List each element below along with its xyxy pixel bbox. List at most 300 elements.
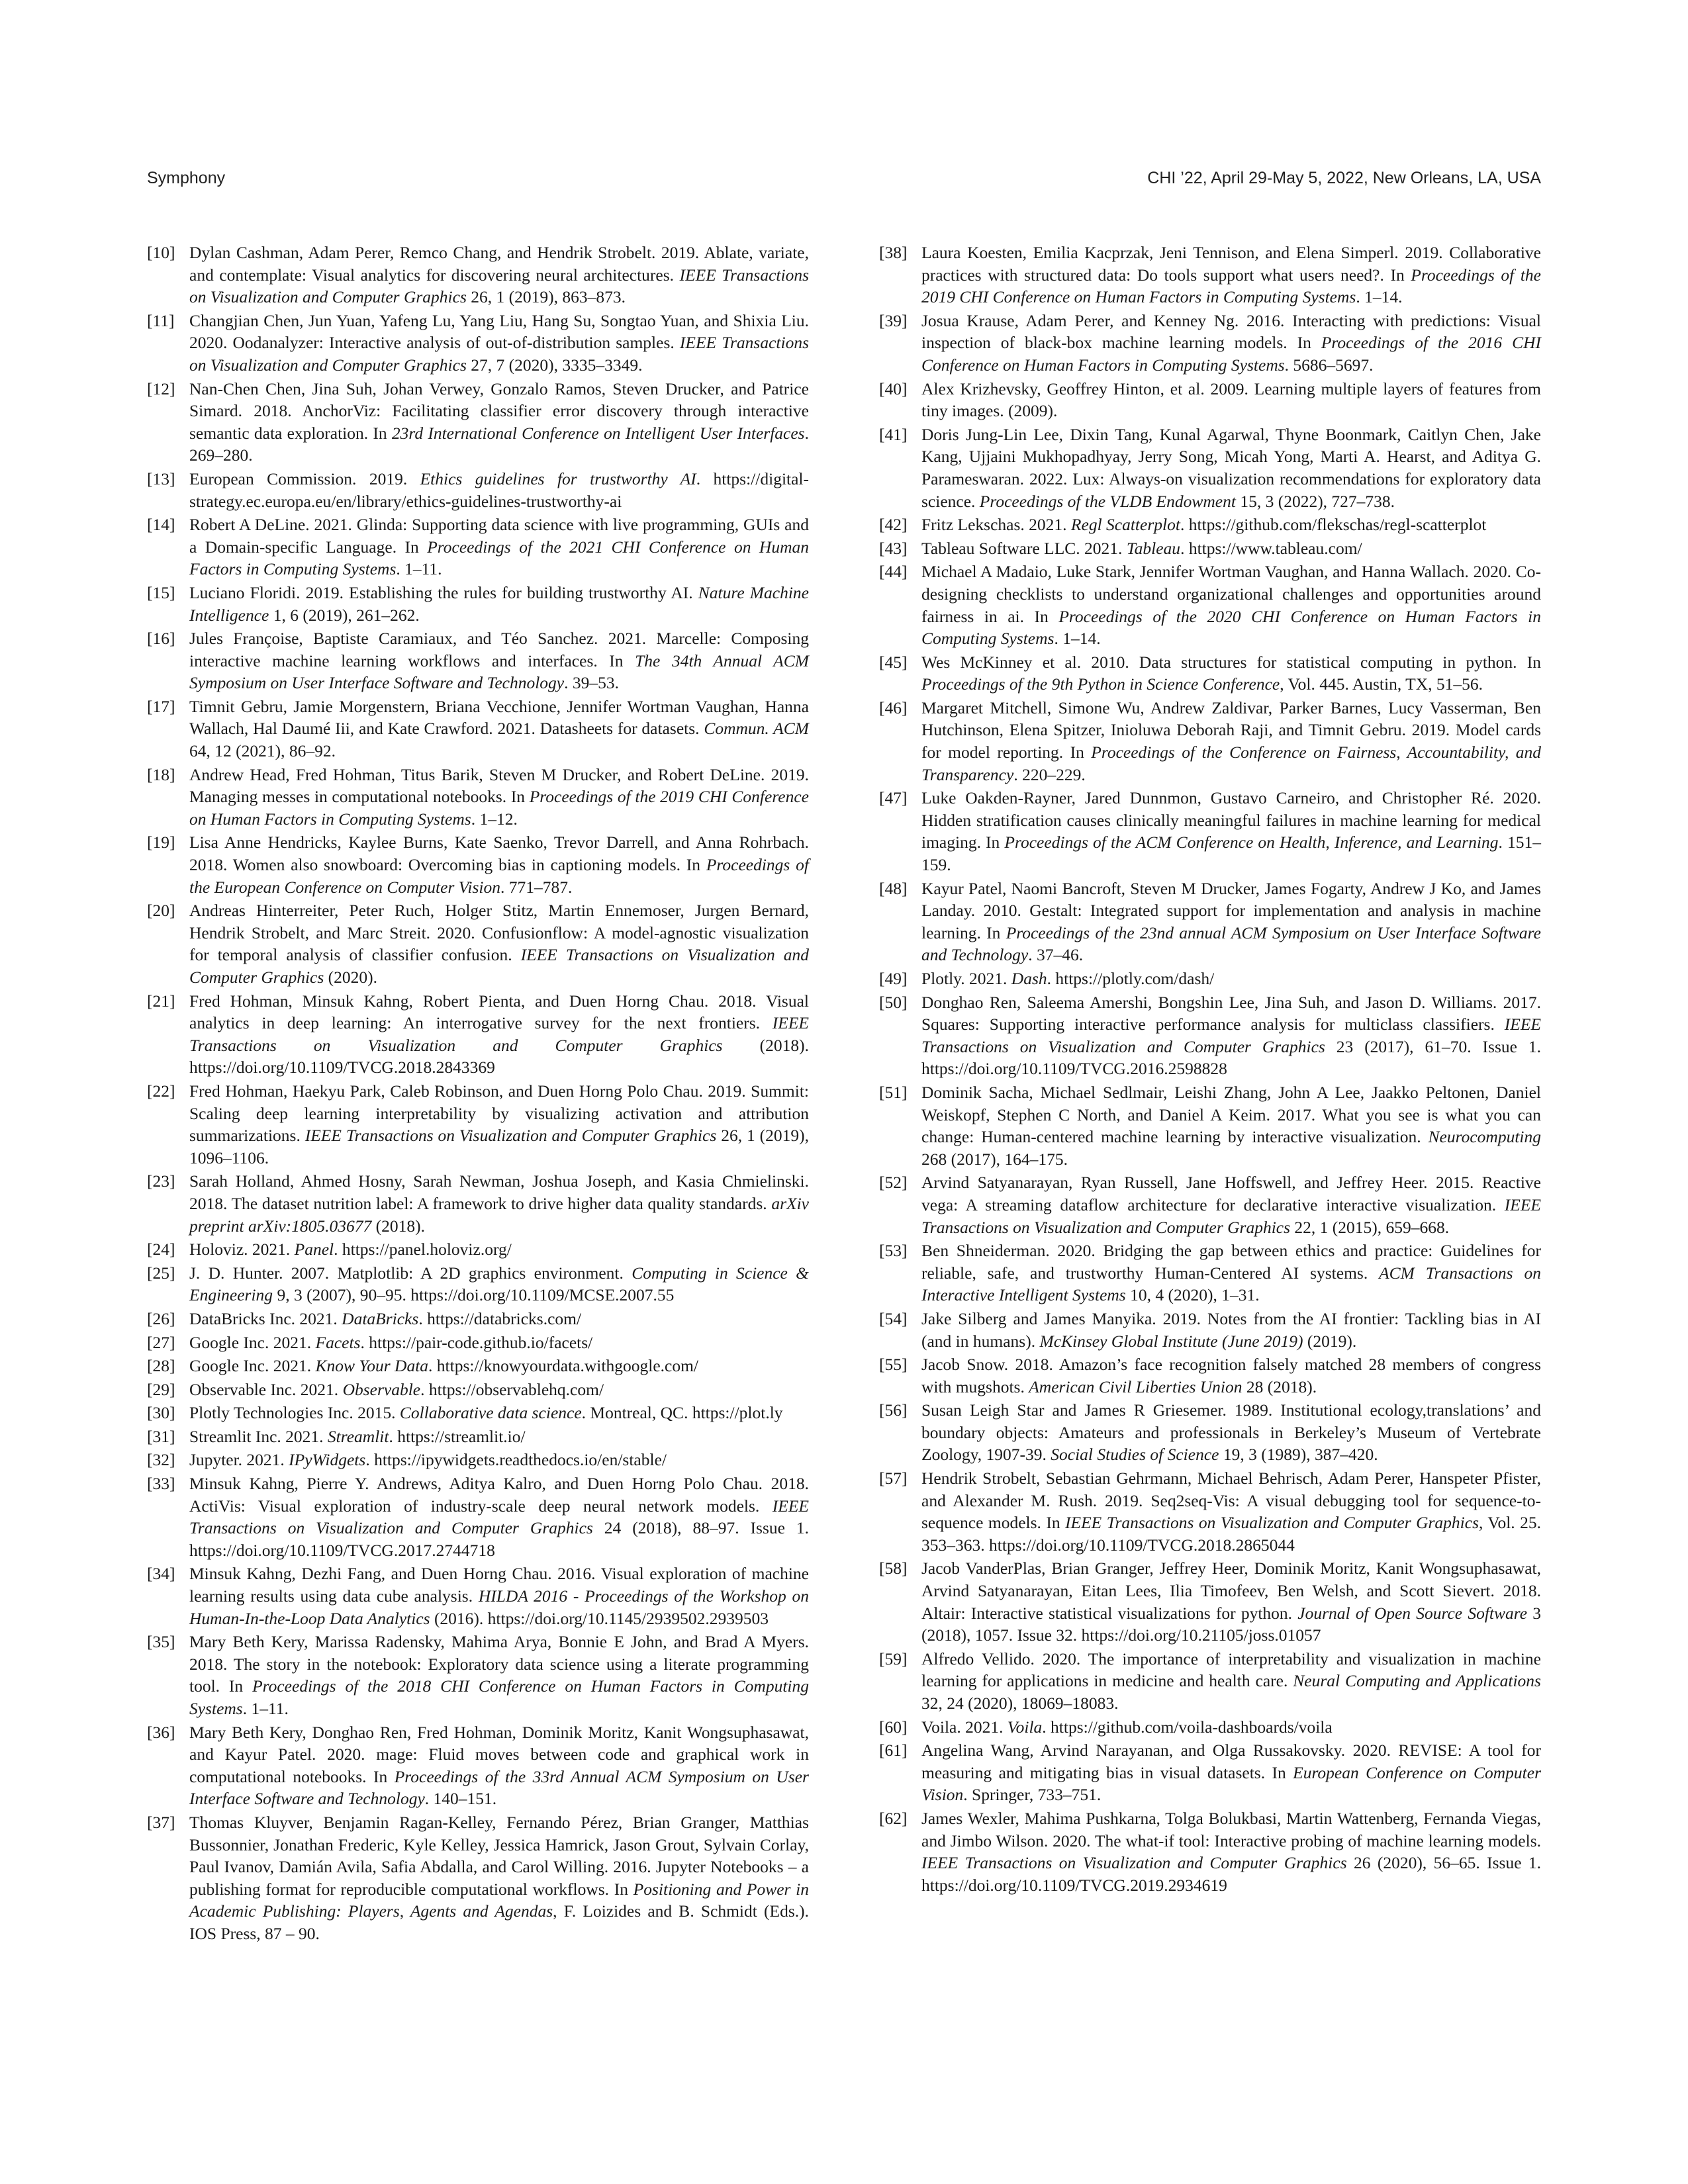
reference-text [921,561,1541,649]
reference-authors-title: Dylan Cashman, Adam Perer, Remco Chang, and Hendrik Strobelt. 2019. Ablate, variate, and contemplate: Visual analytics for discovering neural architectures. [189,243,809,285]
reference-entry [147,1170,809,1237]
reference-authors-title: Arvind Satyanarayan, Ryan Russell, Jane Hoffswell, and Jeffrey Heer. 2015. Reactive vega: A streaming dataflow architecture for declarative interactive visualization. [921,1173,1541,1214]
reference-text [189,1170,809,1237]
reference-text [189,378,809,467]
reference-text [921,1716,1541,1739]
reference-number: [31] [147,1426,175,1446]
reference-authors-title: Hendrik Strobelt, Sebastian Gehrmann, Michael Behrisch, Adam Perer, Hanspeter Pfister, and Alexander M. Rush. 2019. Seq2seq-Vis: A visual debugging tool for sequence-to-sequence models. In [921,1469,1541,1533]
reference-venue: Tableau [1126,538,1181,558]
reference-text [189,1402,809,1424]
reference-authors-title: Laura Koesten, Emilia Kacprzak, Jeni Tennison, and Elena Simperl. 2019. Collaborative practices with structured data: Do tools support what users need?. In [921,243,1541,285]
reference-text [921,1739,1541,1806]
reference-entry [879,1240,1541,1306]
reference-number: [21] [147,991,175,1011]
reference-details: , Vol. 25. 353–363. https://doi.org/10.1109/TVCG.2018.2865044 [921,1513,1541,1555]
reference-number: [11] [147,310,175,330]
reference-details: 10, 4 (2020), 1–31. [1125,1285,1260,1305]
reference-venue: Dash [1011,969,1047,988]
reference-authors-title: Fritz Lekschas. 2021. [921,515,1071,535]
reference-number: [20] [147,901,175,921]
reference-authors-title: Observable Inc. 2021. [189,1379,343,1399]
reference-number: [17] [147,696,175,716]
reference-entry [147,1355,809,1377]
reference-authors-title: Doris Jung-Lin Lee, Dixin Tang, Kunal Agarwal, Thyne Boonmark, Caitlyn Chen, Jake Kang, Ujjaini Mukhopadhyay, Jerry Song, Micah Yong, Marti A. Hearst, and Aditya G. Parameswaran. 2022. Lux: Always-on visualization recommendations for exploratory data science. [921,424,1541,511]
reference-authors-title: DataBricks Inc. 2021. [189,1308,342,1328]
reference-entry [879,651,1541,696]
reference-venue: ACM Transactions on Interactive Intelligent Systems [921,1263,1541,1305]
reference-authors-title: Andreas Hinterreiter, Peter Ruch, Holger Stitz, Martin Ennemoser, Jurgen Bernard, Hendrik Strobelt, and Marc Streit. 2020. Confusionflow: A model-agnostic visualization for temporal analysis of classifier confusion. [189,901,809,965]
reference-details: (2018). [371,1216,426,1236]
reference-entry [147,1449,809,1471]
reference-number: [37] [147,1812,175,1832]
header-conference: CHI ’22, April 29-May 5, 2022, New Orleans, LA, USA [1147,169,1541,187]
reference-venue: Proceedings of the Conference on Fairness, Accountability, and Transparency [921,743,1542,784]
reference-entry [147,764,809,831]
reference-details: , F. Loizides and B. Schmidt (Eds.). IOS Press, 87 – 90. [189,1901,809,1943]
reference-text [189,1426,809,1448]
reference-details: . https://pair-code.github.io/facets/ [360,1332,593,1352]
reference-venue: IEEE Transactions on Visualization and Computer Graphics [189,265,809,307]
reference-text [921,378,1541,422]
reference-venue: Ethics guidelines for trustworthy AI [420,469,696,488]
reference-text [189,310,809,377]
reference-authors-title: Andrew Head, Fred Hohman, Titus Barik, Steven M Drucker, and Robert DeLine. 2019. Managing messes in computational notebooks. In [189,764,809,807]
reference-number: [18] [147,764,175,784]
reference-number: [53] [879,1241,908,1261]
reference-details: . 1–12. [471,809,518,829]
reference-venue: McKinsey Global Institute (June 2019) [1039,1331,1303,1351]
reference-text [189,1355,809,1377]
reference-authors-title: Timnit Gebru, Jamie Morgenstern, Briana Vecchione, Jennifer Wortman Vaughan, Hanna Wallach, Hal Daumé Iii, and Kate Crawford. 2021. Datasheets for datasets. [189,696,809,739]
reference-entry [879,787,1541,876]
reference-text [189,764,809,831]
reference-details: 64, 12 (2021), 86–92. [189,741,336,761]
reference-entry [147,1402,809,1424]
reference-details: . 1–11. [396,559,442,579]
reference-text [189,1631,809,1719]
reference-number: [34] [147,1564,175,1584]
reference-entry [879,968,1541,990]
reference-details: 22, 1 (2015), 659–668. [1290,1217,1450,1237]
reference-details: 27, 7 (2020), 3335–3349. [466,355,643,375]
reference-details: (2020). [324,968,378,987]
reference-number: [25] [147,1263,175,1283]
reference-text [189,514,809,580]
reference-details: . 5686–5697. [1284,355,1374,375]
reference-entry [879,1467,1541,1556]
reference-authors-title: Luciano Floridi. 2019. Establishing the rules for building trustworthy AI. [189,582,698,602]
reference-text [921,1557,1541,1646]
reference-authors-title: Fred Hohman, Haekyu Park, Caleb Robinson, and Duen Horng Polo Chau. 2019. Summit: Scaling deep learning interpretability by visualizing activation and attribution summarizations. [189,1081,809,1146]
reference-authors-title: Jules Françoise, Baptiste Caramiaux, and Téo Sanchez. 2021. Marcelle: Composing interactive machine learning workflows and interfaces. In [189,629,809,670]
reference-authors-title: European Commission. 2019. [189,469,420,488]
reference-text [189,899,809,988]
reference-text [921,697,1541,786]
reference-text [189,1332,809,1354]
reference-number: [27] [147,1332,175,1352]
reference-venue: European Conference on Computer Vision [921,1762,1541,1805]
reference-venue: Proceedings of the VLDB Endowment [979,491,1236,511]
reference-authors-title: Streamlit Inc. 2021. [189,1426,328,1446]
reference-venue: The 34th Annual ACM Symposium on User Interface Software and Technology [189,651,809,693]
reference-entry [147,1811,809,1945]
reference-details: 32, 24 (2020), 18069–18083. [921,1694,1119,1713]
reference-number: [55] [879,1355,908,1375]
reference-authors-title: Dominik Sacha, Michael Sedlmair, Leishi Zhang, John A Lee, Jaakko Peltonen, Daniel Weiskopf, Stephen C North, and Daniel A Keim. 2017. What you see is what you can change: Human-centered machine learning by interactive visualization. [921,1082,1541,1147]
reference-number: [40] [879,379,908,398]
reference-venue: Proceedings of the 2019 CHI Conference on Human Factors in Computing Systems [189,787,809,829]
reference-authors-title: Google Inc. 2021. [189,1356,316,1376]
reference-number: [13] [147,469,175,488]
reference-details: . 1–11. [242,1699,289,1718]
reference-text [189,696,809,762]
reference-details: . https://streamlit.io/ [389,1426,526,1446]
references-column-left [147,242,809,1946]
reference-venue: Proceedings of the 9th Python in Science Conference [921,674,1280,694]
reference-entry [879,991,1541,1080]
reference-entry [147,627,809,694]
reference-number: [26] [147,1308,175,1328]
reference-authors-title: Angelina Wang, Arvind Narayanan, and Olga Russakovsky. 2020. REVISE: A tool for measuring and mitigating bias in visual datasets. In [921,1741,1541,1782]
reference-entry [879,1353,1541,1398]
reference-authors-title: Susan Leigh Star and James R Griesemer. 1989. Institutional ecology,translations’ and boundary objects: Amateurs and professionals in Berkeley’s Museum of Vertebrate Zoology, 1907-39. [921,1400,1541,1465]
reference-authors-title: Margaret Mitchell, Simone Wu, Andrew Zaldivar, Parker Barnes, Lucy Vasserman, Ben Hutchinson, Elena Spitzer, Inioluwa Deborah Raji, and Timnit Gebru. 2019. Model cards for model reporting. In [921,698,1541,762]
reference-number: [14] [147,515,175,535]
reference-entry [879,1399,1541,1466]
reference-authors-title: Jake Silberg and James Manyika. 2019. Notes from the AI frontier: Tackling bias in AI (and in humans). [921,1308,1541,1351]
reference-text [189,1262,809,1306]
reference-authors-title: Kayur Patel, Naomi Bancroft, Steven M Drucker, James Fogarty, Andrew J Ko, and James Landay. 2010. Gestalt: Integrated support for implementation and analysis in machine learning. In [921,878,1541,942]
reference-details: . 269–280. [189,423,809,465]
reference-authors-title: Minsuk Kahng, Dezhi Fang, and Duen Horng Chau. 2016. Visual exploration of machine learning results using data cube analysis. [189,1564,809,1606]
reference-entry [147,1721,809,1810]
reference-authors-title: Luke Oakden-Rayner, Jared Dunnmon, Gustavo Carneiro, and Christopher Ré. 2020. Hidden stratification causes clinically meaningful failures in machine learning for medical imaging. In [921,788,1541,852]
reference-details: . https://digital-strategy.ec.europa.eu/en/library/ethics-guidelines-trustworthy-ai [189,469,810,511]
reference-details: . Springer, 733–751. [963,1785,1102,1805]
reference-details: . https://knowyourdata.withgoogle.com/ [428,1356,698,1376]
reference-details: 28 (2018). [1242,1377,1317,1396]
reference-entry [879,1648,1541,1715]
reference-authors-title: Fred Hohman, Minsuk Kahng, Robert Pienta, and Duen Horng Chau. 2018. Visual analytics in deep learning: An interrogative survey for the next frontiers. [189,991,809,1033]
reference-details: , Vol. 445. Austin, TX, 51–56. [1280,674,1483,694]
reference-details: . https://github.com/flekschas/regl-scatterplot [1180,515,1487,535]
reference-entry [147,1563,809,1629]
reference-venue: Know Your Data [315,1356,429,1376]
reference-number: [52] [879,1173,908,1193]
reference-authors-title: Robert A DeLine. 2021. Glinda: Supporting data science with live programming, GUIs and a Domain-specific Language. In [189,515,809,557]
reference-authors-title: Holoviz. 2021. [189,1240,295,1259]
reference-text [189,242,809,308]
reference-text [921,1308,1541,1352]
reference-entry [879,310,1541,377]
reference-entry [879,1308,1541,1352]
reference-entry [879,697,1541,786]
reference-entry [147,1631,809,1719]
reference-number: [10] [147,243,175,262]
reference-venue: IPyWidgets [289,1450,366,1470]
reference-number: [60] [879,1717,908,1737]
reference-text [189,1080,809,1169]
reference-text [921,1807,1541,1896]
reference-venue: Commun. ACM [704,719,809,739]
reference-number: [62] [879,1808,908,1828]
reference-venue: Journal of Open Source Software [1297,1603,1528,1623]
reference-venue: Facets [315,1332,361,1352]
reference-text [921,1353,1541,1398]
reference-details: . 1–14. [1356,287,1403,307]
reference-number: [15] [147,582,175,602]
reference-details: . https://plotly.com/dash/ [1047,969,1215,988]
reference-entry [147,1332,809,1354]
reference-text [921,1171,1541,1238]
reference-venue: Regl Scatterplot [1070,515,1180,535]
reference-venue: IEEE Transactions on Visualization and Computer Graphics [189,333,809,375]
reference-venue: 23rd International Conference on Intelligent User Interfaces [391,423,805,443]
reference-details: 268 (2017), 164–175. [921,1149,1068,1169]
reference-text [921,1240,1541,1306]
reference-number: [51] [879,1082,908,1102]
reference-text [189,1721,809,1810]
reference-entry [147,696,809,762]
reference-entry [879,1716,1541,1739]
reference-text [921,514,1541,536]
reference-entry [147,1426,809,1448]
reference-entry [147,1379,809,1401]
reference-entry [147,831,809,898]
reference-venue: IEEE Transactions on Visualization and Computer Graphics [1065,1513,1479,1533]
reference-authors-title: Josua Krause, Adam Perer, and Kenney Ng. 2016. Interacting with predictions: Visual inspection of black-box machine learning models. In [921,310,1541,353]
reference-text [189,1473,809,1561]
reference-entry [879,1739,1541,1806]
reference-venue: IEEE Transactions on Visualization and Computer Graphics [189,1496,809,1538]
reference-venue: IEEE Transactions on Visualization and Computer Graphics [921,1195,1541,1237]
reference-authors-title: Google Inc. 2021. [189,1332,316,1352]
reference-details: 3 (2018), 1057. Issue 32. https://doi.org/10.21105/joss.01057 [921,1603,1542,1645]
reference-details: . 39–53. [564,673,620,693]
reference-venue: Observable [342,1379,421,1399]
reference-authors-title: Plotly Technologies Inc. 2015. [189,1403,400,1423]
reference-entry [879,1171,1541,1238]
reference-venue: IEEE Transactions on Visualization and Computer Graphics [921,1853,1347,1873]
reference-venue: HILDA 2016 - Proceedings of the Workshop on Human-In-the-Loop Data Analytics [189,1586,809,1628]
reference-text [189,582,809,626]
reference-authors-title: J. D. Hunter. 2007. Matplotlib: A 2D graphics environment. [189,1263,632,1283]
reference-text [921,1648,1541,1715]
reference-venue: IEEE Transactions on Visualization and Computer Graphics [189,1013,809,1055]
reference-details: 15, 3 (2022), 727–738. [1235,491,1395,511]
reference-number: [23] [147,1171,175,1191]
reference-venue: Collaborative data science [399,1403,582,1423]
reference-number: [24] [147,1240,175,1259]
reference-text [921,787,1541,876]
reference-details: (2018). https://doi.org/10.1109/TVCG.2018.2843369 [189,1035,810,1077]
reference-text [189,627,809,694]
reference-text [189,1563,809,1629]
reference-text [921,310,1541,377]
reference-details: . 771–787. [500,877,573,897]
reference-entry [147,242,809,308]
reference-text [189,468,809,512]
reference-authors-title: James Wexler, Mahima Pushkarna, Tolga Bolukbasi, Martin Wattenberg, Fernanda Viegas, and Jimbo Wilson. 2020. The what-if tool: Interactive probing of machine learning models. [921,1808,1541,1850]
reference-venue: Computing in Science & Engineering [189,1263,810,1305]
reference-details: . 140–151. [424,1789,497,1809]
reference-entry [147,468,809,512]
reference-authors-title: Wes McKinney et al. 2010. Data structures for statistical computing in python. In [921,652,1541,672]
reference-venue: Panel [294,1240,334,1259]
reference-number: [50] [879,992,908,1012]
reference-venue: IEEE Transactions on Visualization and Computer Graphics [921,1015,1541,1056]
reference-entry [147,1262,809,1306]
reference-details: 9, 3 (2007), 90–95. https://doi.org/10.1109/MCSE.2007.55 [273,1285,675,1305]
reference-number: [57] [879,1469,908,1488]
reference-entry [879,1807,1541,1896]
reference-venue: American Civil Liberties Union [1029,1377,1243,1396]
reference-text [189,1238,809,1261]
reference-authors-title: Minsuk Kahng, Pierre Y. Andrews, Aditya Kalro, and Duen Horng Polo Chau. 2018. ActiVis: Visual exploration of industry-scale deep neural network models. [189,1474,809,1516]
reference-authors-title: Michael A Madaio, Luke Stark, Jennifer Wortman Vaughan, and Hanna Wallach. 2020. Co-designing checklists to understand organizational challenges and opportunities around fairness in ai. In [921,562,1541,626]
reference-entry [147,1238,809,1261]
reference-number: [38] [879,243,908,262]
reference-number: [59] [879,1649,908,1668]
reference-entry [147,1080,809,1169]
references-column-right [879,242,1541,1897]
reference-number: [46] [879,698,908,717]
reference-number: [33] [147,1474,175,1494]
reference-entry [147,1308,809,1330]
reference-text [921,991,1541,1080]
reference-number: [42] [879,515,908,535]
reference-number: [48] [879,878,908,898]
reference-entry [147,582,809,626]
reference-text [921,878,1541,966]
reference-text [921,242,1541,308]
reference-entry [879,537,1541,560]
reference-details: (2019). [1303,1331,1357,1351]
reference-entry [879,378,1541,422]
reference-number: [22] [147,1081,175,1101]
reference-details: 23 (2017), 61–70. Issue 1. https://doi.org/10.1109/TVCG.2016.2598828 [921,1036,1542,1079]
reference-venue: Proceedings of the 2016 CHI Conference on Human Factors in Computing Systems [921,333,1541,375]
reference-venue: Voila [1007,1717,1043,1737]
reference-details: . 151–159. [921,833,1542,875]
reference-details: 19, 3 (1989), 387–420. [1219,1445,1378,1465]
reference-entry [147,310,809,377]
reference-number: [35] [147,1632,175,1652]
reference-venue: Nature Machine Intelligence [189,582,809,625]
reference-entry [147,514,809,580]
reference-entry [147,899,809,988]
reference-venue: IEEE Transactions on Visualization and Computer Graphics [189,945,809,987]
reference-text [189,1811,809,1945]
reference-number: [16] [147,629,175,649]
reference-text [189,831,809,898]
reference-details: . 220–229. [1013,764,1086,784]
reference-text [921,968,1541,990]
reference-details: 26 (2020), 56–65. Issue 1. https://doi.org/10.1109/TVCG.2019.2934619 [921,1853,1542,1895]
reference-authors-title: Voila. 2021. [921,1717,1008,1737]
reference-text [921,1081,1541,1170]
reference-details: 26, 1 (2019), 863–873. [466,287,626,307]
reference-details: . https://observablehq.com/ [420,1379,604,1399]
reference-authors-title: Mary Beth Kery, Marissa Radensky, Mahima Arya, Bonnie E John, and Brad A Myers. 2018. The story in the notebook: Exploratory data science using a literate programming tool. In [189,1632,809,1696]
reference-details: . https://www.tableau.com/ [1180,538,1362,558]
reference-venue: Proceedings of the 2021 CHI Conference on Human Factors in Computing Systems [189,537,809,579]
reference-text [921,1467,1541,1556]
reference-venue: Proceedings of the 23nd annual ACM Symposium on User Interface Software and Technology [921,923,1541,965]
reference-details: 24 (2018), 88–97. Issue 1. https://doi.org/10.1109/TVCG.2017.2744718 [189,1518,810,1560]
reference-venue: IEEE Transactions on Visualization and Computer Graphics [305,1126,717,1146]
reference-text [189,1449,809,1471]
reference-authors-title: Lisa Anne Hendricks, Kaylee Burns, Kate Saenko, Trevor Darrell, and Anna Rohrbach. 2018. Women also snowboard: Overcoming bias in captioning models. In [189,833,809,875]
reference-details: (2016). https://doi.org/10.1145/2939502.2939503 [430,1608,769,1628]
reference-text [921,424,1541,512]
reference-authors-title: Donghao Ren, Saleema Amershi, Bongshin Lee, Jina Suh, and Jason D. Williams. 2017. Squares: Supporting interactive performance analysis for multiclass classifiers. [921,992,1541,1034]
reference-venue: Streamlit [327,1426,389,1446]
reference-number: [54] [879,1308,908,1328]
reference-authors-title: Jacob VanderPlas, Brian Granger, Jeffrey Heer, Dominik Moritz, Kanit Wongsuphasawat, Arvind Satyanarayan, Eitan Lees, Ilia Timofeev, Ben Welsh, and Scott Sievert. 2018. Altair: Interactive statistical visualizations for python. [921,1559,1541,1623]
reference-venue: Social Studies of Science [1051,1445,1219,1465]
reference-authors-title: Mary Beth Kery, Donghao Ren, Fred Hohman, Dominik Moritz, Kanit Wongsuphasawat, and Kayur Patel. 2020. mage: Fluid moves between code and graphical work in computational notebooks. In [189,1722,809,1786]
reference-text [921,1399,1541,1466]
reference-text [189,1379,809,1401]
reference-entry [147,1473,809,1561]
reference-details: . https://panel.holoviz.org/ [334,1240,512,1259]
reference-entry [879,561,1541,649]
reference-authors-title: Tableau Software LLC. 2021. [921,538,1127,558]
reference-authors-title: Nan-Chen Chen, Jina Suh, Johan Verwey, Gonzalo Ramos, Steven Drucker, and Patrice Simard. 2018. AnchorViz: Facilitating classifier error discovery through interactive semantic data exploration. In [189,379,809,443]
reference-details: . Montreal, QC. https://plot.ly [581,1403,783,1423]
reference-authors-title: Jupyter. 2021. [189,1450,289,1470]
reference-details: . 37–46. [1028,945,1084,965]
reference-number: [45] [879,652,908,672]
reference-venue: Proceedings of the 2020 CHI Conference on Human Factors in Computing Systems [921,606,1541,649]
reference-number: [12] [147,379,175,398]
reference-number: [41] [879,424,908,444]
reference-number: [44] [879,562,908,582]
reference-number: [61] [879,1741,908,1760]
reference-number: [19] [147,833,175,852]
reference-number: [29] [147,1379,175,1399]
reference-venue: DataBricks [342,1308,419,1328]
reference-venue: Proceedings of the 33rd Annual ACM Symposium on User Interface Software and Technology [189,1766,809,1809]
reference-details: . https://github.com/voila-dashboards/voila [1042,1717,1333,1737]
reference-venue: Neurocomputing [1428,1127,1541,1147]
reference-number: [43] [879,538,908,558]
reference-number: [58] [879,1559,908,1578]
reference-entry [879,1081,1541,1170]
reference-number: [36] [147,1722,175,1742]
reference-details: . https://ipywidgets.readthedocs.io/en/stable/ [365,1450,667,1470]
reference-entry [879,878,1541,966]
reference-number: [30] [147,1403,175,1423]
reference-details: 26, 1 (2019), 1096–1106. [189,1126,810,1167]
reference-details: 1, 6 (2019), 261–262. [269,605,420,625]
reference-entry [147,990,809,1079]
reference-number: [39] [879,310,908,330]
header-paper-title: Symphony [147,169,226,187]
reference-authors-title: Changjian Chen, Jun Yuan, Yafeng Lu, Yang Liu, Hang Su, Songtao Yuan, and Shixia Liu. 2020. Oodanalyzer: Interactive analysis of out-of-distribution samples. [189,310,809,353]
reference-venue: Proceedings of the 2018 CHI Conference on Human Factors in Computing Systems [189,1676,809,1718]
reference-venue: arXiv preprint arXiv:1805.03677 [189,1193,809,1236]
reference-venue: Proceedings of the ACM Conference on Health, Inference, and Learning [1004,833,1499,852]
reference-entry [147,378,809,467]
reference-details: . https://databricks.com/ [418,1308,582,1328]
reference-number: [28] [147,1356,175,1376]
reference-authors-title: Alex Krizhevsky, Geoffrey Hinton, et al. 2009. Learning multiple layers of features from tiny images. (2009). [921,379,1541,421]
reference-authors-title: Sarah Holland, Ahmed Hosny, Sarah Newman, Joshua Joseph, and Kasia Chmielinski. 2018. The dataset nutrition label: A framework to drive higher data quality standards. [189,1171,809,1213]
reference-entry [879,242,1541,308]
reference-venue: Proceedings of the 2019 CHI Conference on Human Factors in Computing Systems [921,265,1541,307]
